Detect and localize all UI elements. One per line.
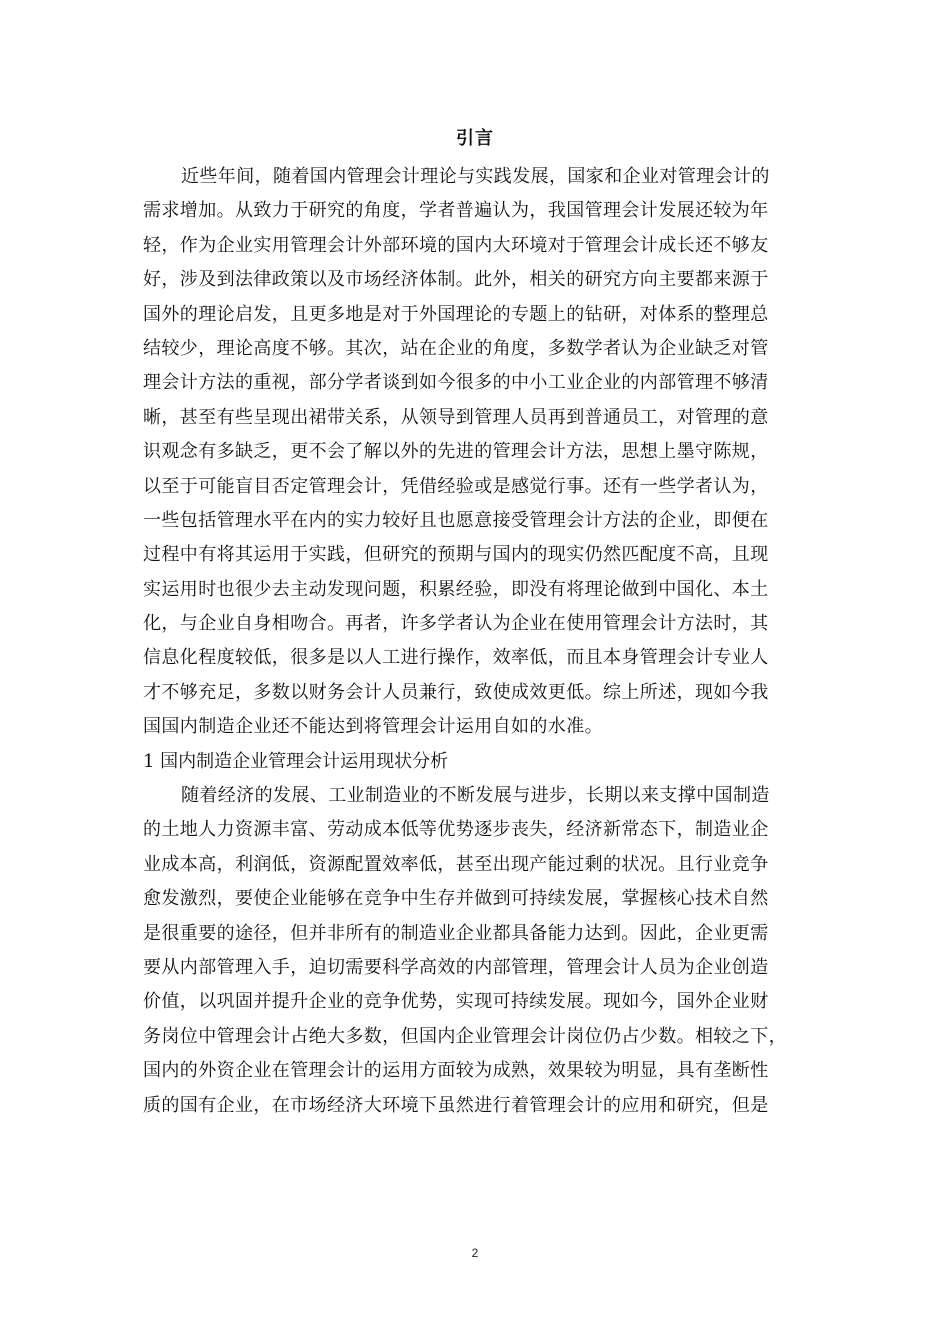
text-line: 的土地人力资源丰富、劳动成本低等优势逐步丧失，经济新常态下，制造业企 bbox=[143, 819, 769, 841]
text-line: 识观念有多缺乏，更不会了解以外的先进的管理会计方法，思想上墨守陈规， bbox=[143, 441, 769, 463]
text-line: 轻，作为企业实用管理会计外部环境的国内大环境对于管理会计成长还不够友 bbox=[143, 234, 769, 256]
text-line: 好，涉及到法律政策以及市场经济体制。此外，相关的研究方向主要都来源于 bbox=[143, 269, 769, 291]
text-line: 结较少，理论高度不够。其次，站在企业的角度，多数学者认为企业缺乏对管 bbox=[143, 337, 769, 359]
text-line: 国外的理论启发，且更多地是对于外国理论的专题上的钻研，对体系的整理总 bbox=[143, 303, 769, 325]
text-line: 需求增加。从致力于研究的角度，学者普遍认为，我国管理会计发展还较为年 bbox=[143, 200, 769, 222]
text-line: 国内的外资企业在管理会计的运用方面较为成熟，效果较为明显，具有垄断性 bbox=[143, 1060, 769, 1082]
text-line: 晰，甚至有些呈现出裙带关系，从领导到管理人员再到普通员工，对管理的意 bbox=[143, 406, 769, 428]
section-paragraph bbox=[143, 779, 807, 1123]
text-line: 随着经济的发展、工业制造业的不断发展与进步，长期以来支撑中国制造 bbox=[181, 785, 770, 807]
text-line: 要从内部管理入手，迫切需要科学高效的内部管理，管理会计人员为企业创造 bbox=[143, 956, 769, 978]
text-line: 是很重要的途径，但并非所有的制造业企业都具备能力达到。因此，企业更需 bbox=[143, 922, 769, 944]
text-line: 以至于可能盲目否定管理会计，凭借经验或是感觉行事。还有一些学者认为， bbox=[143, 475, 769, 497]
intro-paragraph bbox=[143, 160, 807, 745]
text-line: 实运用时也很少去主动发现问题，积累经验，即没有将理论做到中国化、本土 bbox=[143, 578, 769, 600]
text-line: 价值，以巩固并提升企业的竞争优势，实现可持续发展。现如今，国外企业财 bbox=[143, 991, 769, 1013]
text-line: 一些包括管理水平在内的实力较好且也愿意接受管理会计方法的企业，即便在 bbox=[143, 509, 769, 531]
text-line: 才不够充足，多数以财务会计人员兼行，致使成效更低。综上所述，现如今我 bbox=[143, 681, 769, 703]
page-content bbox=[143, 118, 807, 1123]
page-number: 2 bbox=[471, 1246, 479, 1260]
text-line: 理会计方法的重视，部分学者谈到如今很多的中小工业企业的内部管理不够清 bbox=[143, 372, 769, 394]
text-line: 国国内制造企业还不能达到将管理会计运用自如的水准。 bbox=[143, 716, 603, 738]
text-line: 过程中有将其运用于实践，但研究的预期与国内的现实仍然匹配度不高，且现 bbox=[143, 544, 769, 566]
text-line: 化，与企业自身相吻合。再者，许多学者认为企业在使用管理会计方法时，其 bbox=[143, 613, 769, 635]
section-heading: 1 国内制造企业管理会计运用现状分析 bbox=[143, 750, 449, 772]
text-line: 信息化程度较低，很多是以人工进行操作，效率低，而且本身管理会计专业人 bbox=[143, 647, 769, 669]
page-title: 引言 bbox=[456, 128, 494, 149]
text-line: 愈发激烈，要使企业能够在竞争中生存并做到可持续发展，掌握核心技术自然 bbox=[143, 888, 769, 910]
text-line: 业成本高，利润低，资源配置效率低，甚至出现产能过剩的状况。且行业竞争 bbox=[143, 853, 769, 875]
text-line: 近些年间，随着国内管理会计理论与实践发展，国家和企业对管理会计的 bbox=[181, 166, 770, 187]
text-line: 务岗位中管理会计占绝大多数，但国内企业管理会计岗位仍占少数。相较之下， bbox=[143, 1025, 787, 1047]
text-line: 质的国有企业，在市场经济大环境下虽然进行着管理会计的应用和研究，但是 bbox=[143, 1094, 769, 1116]
